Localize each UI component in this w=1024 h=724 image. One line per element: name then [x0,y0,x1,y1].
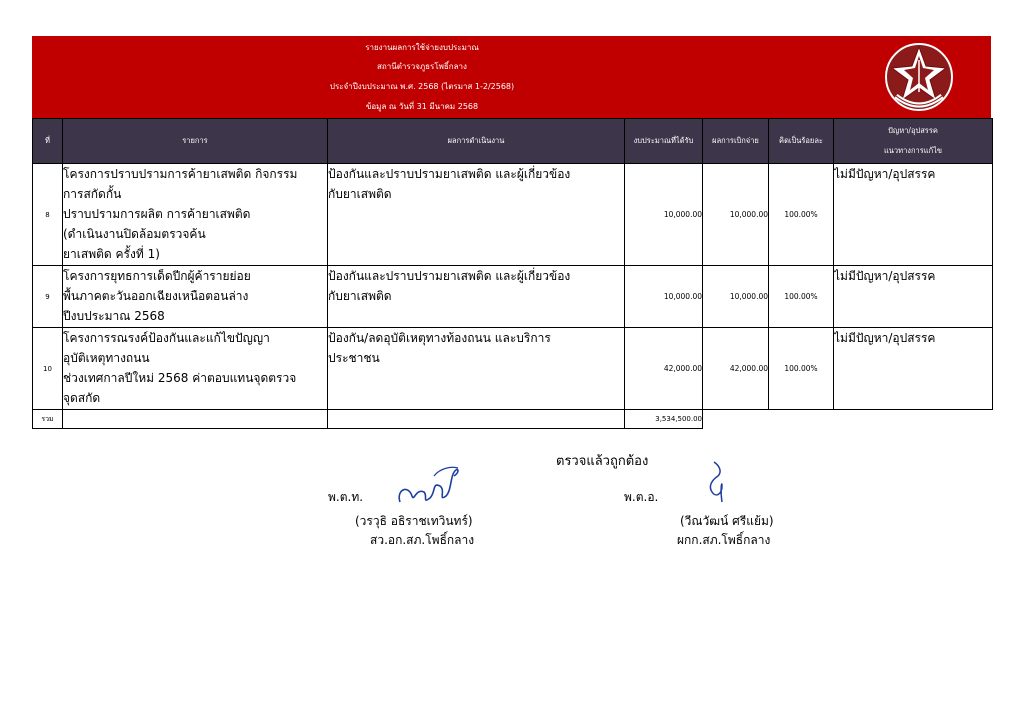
report-title: รายงานผลการใช้จ่ายงบประมาณ [365,43,479,52]
row-spent: 10,000.00 [703,266,769,328]
left-name: (วรวุธิ อธิราชเทวินทร์) [355,514,473,528]
col-budget: งบประมาณที่ได้รับ [625,119,703,164]
report-header [32,36,991,118]
left-position: สว.อก.สภ.โพธิ์กลาง [370,533,475,547]
left-rank: พ.ต.ท. [328,490,364,504]
total-budget: 3,534,500.00 [625,410,703,429]
col-item: รายการ [63,119,328,164]
row-result: ป้องกันและปราบปรามยาเสพติด และผู้เกี่ยวข้อง กับยาเสพติด [328,164,625,266]
row-number: 10 [33,328,63,410]
verified-label: ตรวจแล้วถูกต้อง [556,454,649,469]
data-date: ข้อมูล ณ วันที่ 31 มีนาคม 2568 [365,102,479,111]
row-spent: 42,000.00 [703,328,769,410]
table-row [33,164,993,266]
row-item: โครงการรณรงค์ป้องกันและแก้ไขปัญญา อุบัติเหตุทางถนน ช่วงเทศกาลปีใหม่ 2568 ค่าตอบแทนจุดตรวจ จุดสกัด [63,328,328,410]
col-result: ผลการดำเนินงาน [328,119,625,164]
row-result: ป้องกัน/ลดอุบัติเหตุทางท้องถนน และบริการ ประชาชน [328,328,625,410]
row-item: โครงการยุทธการเด็ดปีกผู้ค้ารายย่อย พื้นภาคตะวันออกเฉียงเหนือตอนล่าง ปีงบประมาณ 2568 [63,266,328,328]
budget-table [32,118,993,429]
row-percent: 100.00% [769,266,834,328]
row-budget: 10,000.00 [625,266,703,328]
row-result: ป้องกันและปราบปรามยาเสพติด และผู้เกี่ยวข้อง กับยาเสพติด [328,266,625,328]
right-position: ผกก.สภ.โพธิ์กลาง [677,533,771,547]
row-budget: 42,000.00 [625,328,703,410]
fiscal-year: ประจำปีงบประมาณ พ.ศ. 2568 (ไตรมาส 1-2/2568) [329,82,515,91]
row-percent: 100.00% [769,164,834,266]
col-issue: ปัญหา/อุปสรรค แนวทางการแก้ไข [834,119,993,164]
row-item: โครงการปราบปรามการค้ายาเสพติด กิจกรรม การสกัดกั้น ปราบปรามการผลิต การค้ายาเสพติด (ดำเนินงานปิดล้อมตรวจค้น ยาเสพติด ครั้งที่ 1) [63,164,328,266]
row-issue: ไม่มีปัญหา/อุปสรรค [834,328,993,410]
table-row [33,266,993,328]
total-row [33,410,993,429]
row-percent: 100.00% [769,328,834,410]
police-station-emblem-icon [882,40,956,114]
total-label: รวม [33,410,63,429]
row-number: 9 [33,266,63,328]
table-row [33,328,993,410]
row-number: 8 [33,164,63,266]
col-spent: ผลการเบิกจ่าย [703,119,769,164]
right-signature-icon [700,458,734,508]
row-budget: 10,000.00 [625,164,703,266]
right-rank: พ.ต.อ. [624,490,659,504]
row-issue: ไม่มีปัญหา/อุปสรรค [834,266,993,328]
right-name: (วีณวัฒน์ ศรีแย้ม) [680,514,774,528]
col-percent: คิดเป็นร้อยละ [769,119,834,164]
row-spent: 10,000.00 [703,164,769,266]
station-name: สถานีตำรวจภูธรโพธิ์กลาง [377,62,467,71]
left-signature-icon [394,462,464,508]
row-issue: ไม่มีปัญหา/อุปสรรค [834,164,993,266]
col-no: ที่ [33,119,63,164]
